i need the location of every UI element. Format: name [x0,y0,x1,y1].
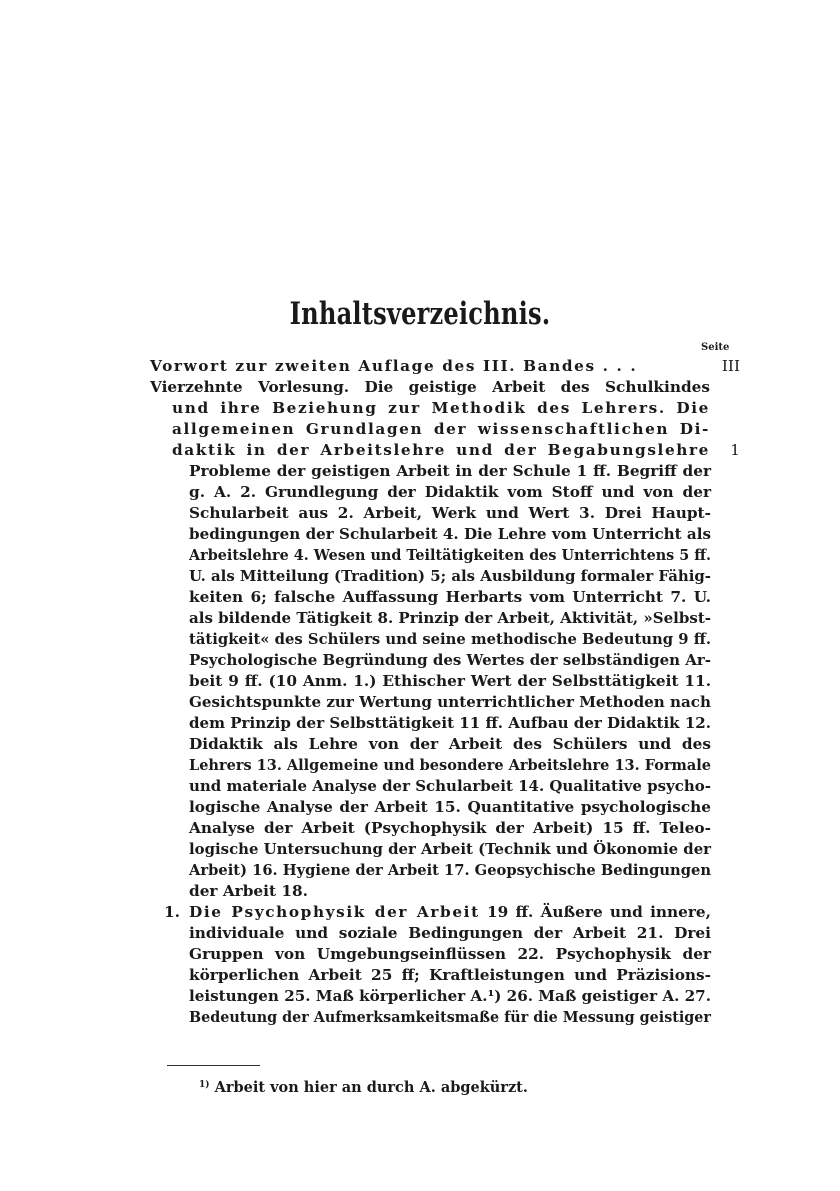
summary-line: Psychologische Begründung des Wertes der selbständigen Ar- [189,651,711,669]
table-of-contents [150,356,740,1028]
summary-line: Gesichtspunkte zur Wertung unterrichtlicher Methoden nach [189,693,712,711]
summary-line: Arbeitslehre 4. Wesen und Teiltätigkeiten des Unterrichtens 5 ff. [189,546,711,564]
chapter-summary [150,461,740,902]
toc-page-number: 1 [730,441,740,459]
toc-entry-line: Vierzehnte Vorlesung. Die geistige Arbeit des Schulkindes [150,378,710,396]
summary-line: und materiale Analyse der Schularbeit 14. Qualitative psycho- [189,777,712,795]
summary-line: beit 9 ff. (10 Anm. 1.) Ethischer Wert der Selbsttätigkeit 11. [189,672,712,690]
toc-page-number: III [721,357,740,375]
summary-line: keiten 6; falsche Auffassung Herbarts vom Unterricht 7. U. [189,588,712,606]
section-line: körperlichen Arbeit 25 ff; Kraftleistungen und Präzisions- [189,966,711,984]
summary-line: Analyse der Arbeit (Psychophysik der Arbeit) 15 ff. Teleo- [189,819,711,837]
section-number: 1. [164,903,180,921]
footnote [199,1079,528,1096]
section-first-line-rest: 19 ff. Äußere und innere, [479,903,711,921]
toc-entry-line: und ihre Beziehung zur Methodik des Lehrers. Die [172,399,711,417]
summary-line: Arbeit) 16. Hygiene der Arbeit 17. Geopsychische Bedingungen [189,861,711,879]
toc-entry-line: allgemeinen Grundlagen der wissenschaftlichen Di- [172,420,710,438]
section-first-line [150,902,711,923]
section-line: leistungen 25. Maß körperlicher A.¹) 26. Maß geistiger A. 27. [189,987,711,1005]
summary-line: g. A. 2. Grundlegung der Didaktik vom Stoff und von der [189,483,712,501]
summary-line: U. als Mitteilung (Tradition) 5; als Ausbildung formaler Fähig- [189,567,711,585]
section-heading: Die Psychophysik der Arbeit [189,903,480,921]
summary-line: Lehrers 13. Allgemeine und besondere Arbeitslehre 13. Formale [189,756,711,774]
summary-line: als bildende Tätigkeit 8. Prinzip der Arbeit, Aktivität, »Selbst- [189,609,712,627]
summary-line: logische Untersuchung der Arbeit (Technik und Ökonomie der [189,840,712,858]
section-line: Bedeutung der Aufmerksamkeitsmaße für die Messung geistiger [189,1008,711,1026]
summary-line: der Arbeit 18. [189,882,308,900]
section-line: Gruppen von Umgebungseinflüssen 22. Psychophysik der [189,945,711,963]
summary-line: bedingungen der Schularbeit 4. Die Lehre vom Unterricht als [189,525,712,543]
toc-entry-line: Vorwort zur zweiten Auflage des III. Bandes . . . [150,357,638,375]
summary-line: Didaktik als Lehre von der Arbeit des Schülers und des [189,735,711,753]
summary-line: dem Prinzip der Selbsttätigkeit 11 ff. Aufbau der Didaktik 12. [189,714,712,732]
page-column-label: Seite [701,342,730,353]
section-line: individuale und soziale Bedingungen der Arbeit 21. Drei [189,924,711,942]
toc-entry-vorwort [150,356,740,377]
toc-entry-lecture-14 [150,377,740,461]
summary-line: logische Analyse der Arbeit 15. Quantitative psychologische [189,798,711,816]
toc-entry-line: daktik in der Arbeitslehre und der Begabungslehre [172,441,711,459]
footnote-divider [167,1065,260,1066]
section-1 [150,902,740,1028]
page-title: Inhaltsverzeichnis. [289,296,551,332]
footnote-marker: 1) [199,1080,210,1090]
footnote-text: Arbeit von hier an durch A. abgekürzt. [214,1079,528,1096]
summary-line: Probleme der geistigen Arbeit in der Schule 1 ff. Begriff der [189,462,712,480]
summary-line: tätigkeit« des Schülers und seine methodische Bedeutung 9 ff. [189,630,711,648]
summary-line: Schularbeit aus 2. Arbeit, Werk und Wert 3. Drei Haupt- [189,504,711,522]
